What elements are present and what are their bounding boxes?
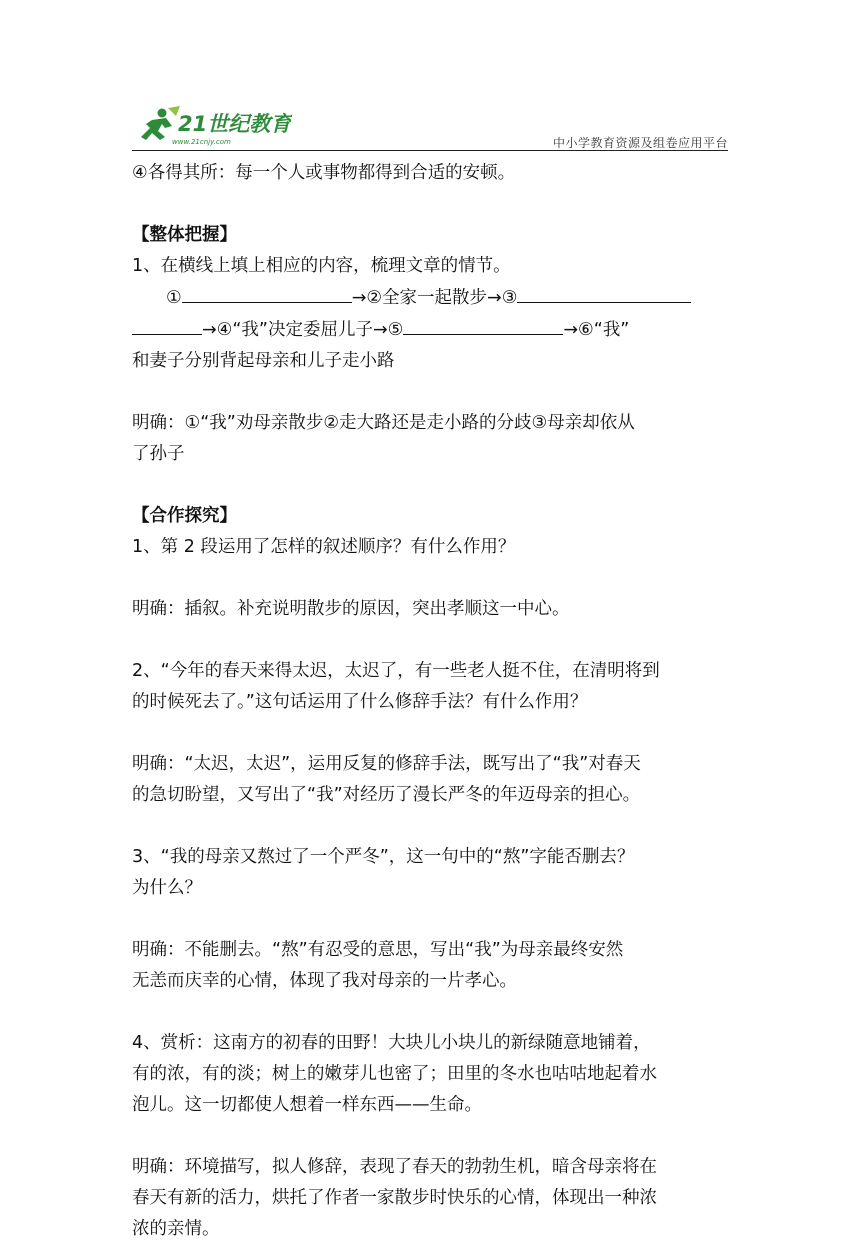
coop-question-4-line-2: 有的浓，有的淡；树上的嫩芽儿也密了；田里的冬水也咕咕地起着水: [132, 1064, 657, 1084]
plot-sequence-line-1: ① →②全家一起散步→③: [132, 282, 732, 314]
coop-answer-4-line-3: 浓的亲情。: [132, 1219, 220, 1239]
coop-question-4-line-1: 4、赏析：这南方的初春的田野！大块儿小块儿的新绿随意地铺着，: [132, 1033, 651, 1053]
platform-name: 中小学教育资源及组卷应用平台: [552, 136, 728, 150]
blank-1[interactable]: [182, 282, 352, 303]
definition-line: ④各得其所：每一个人或事物都得到合适的安顿。: [132, 163, 516, 183]
section-heading-overall: 【整体把握】: [132, 225, 237, 245]
coop-question-3-line-2: 为什么？: [132, 878, 202, 898]
coop-answer-2-line-1: 明确：“太迟，太迟”，运用反复的修辞手法，既写出了“我”对春天: [132, 754, 641, 774]
coop-answer-4-line-2: 春天有新的活力，烘托了作者一家散步时快乐的心情，体现出一种浓: [132, 1188, 657, 1208]
coop-question-2-line-1: 2、“今年的春天来得太迟，太迟了，有一些老人挺不住，在清明将到: [132, 661, 660, 681]
page-header: [132, 100, 728, 150]
coop-answer-3-line-1: 明确：不能删去。“熬”有忍受的意思，写出“我”为母亲最终安然: [132, 940, 624, 960]
running-man-icon: [141, 106, 180, 140]
coop-answer-3-line-2: 无恙而庆幸的心情，体现了我对母亲的一片孝心。: [132, 971, 517, 991]
answer-1-line-2: 了孙子: [132, 444, 185, 464]
document-body: [132, 158, 732, 1245]
coop-answer-2-line-2: 的急切盼望，又写出了“我”对经历了漫长严冬的年迈母亲的担心。: [132, 785, 641, 805]
answer-1-line-1: 明确：①“我”劝母亲散步②走大路还是走小路的分歧③母亲却依从: [132, 413, 635, 433]
logo: [132, 104, 292, 148]
logo-url: www.21cnjy.com: [172, 138, 231, 146]
coop-question-4-line-3: 泡儿。这一切都使人想着一样东西——生命。: [132, 1095, 482, 1115]
question-1: 1、在横线上填上相应的内容，梳理文章的情节。: [132, 256, 511, 276]
plot-sequence-line-2: →④“我”决定委屈儿子→⑤ →⑥“我”: [132, 314, 732, 346]
blank-5[interactable]: [403, 314, 563, 335]
coop-answer-1: 明确：插叙。补充说明散步的原因，突出孝顺这一中心。: [132, 599, 570, 619]
logo-text: 21世纪教育: [178, 112, 292, 136]
coop-question-1: 1、第 2 段运用了怎样的叙述顺序？有什么作用？: [132, 537, 516, 557]
plot-sequence-line-3: 和妻子分别背起母亲和儿子走小路: [132, 351, 395, 371]
coop-question-2-line-2: 的时候死去了。”这句话运用了什么修辞手法？有什么作用？: [132, 692, 588, 712]
coop-question-3-line-1: 3、“我的母亲又熬过了一个严冬”，这一句中的“熬”字能否删去？: [132, 847, 635, 867]
header-divider: [132, 150, 728, 151]
coop-answer-4-line-1: 明确：环境描写，拟人修辞，表现了春天的勃勃生机，暗含母亲将在: [132, 1157, 657, 1177]
blank-3-cont[interactable]: [132, 314, 202, 335]
section-heading-coop: 【合作探究】: [132, 506, 237, 526]
blank-3[interactable]: [517, 282, 691, 303]
